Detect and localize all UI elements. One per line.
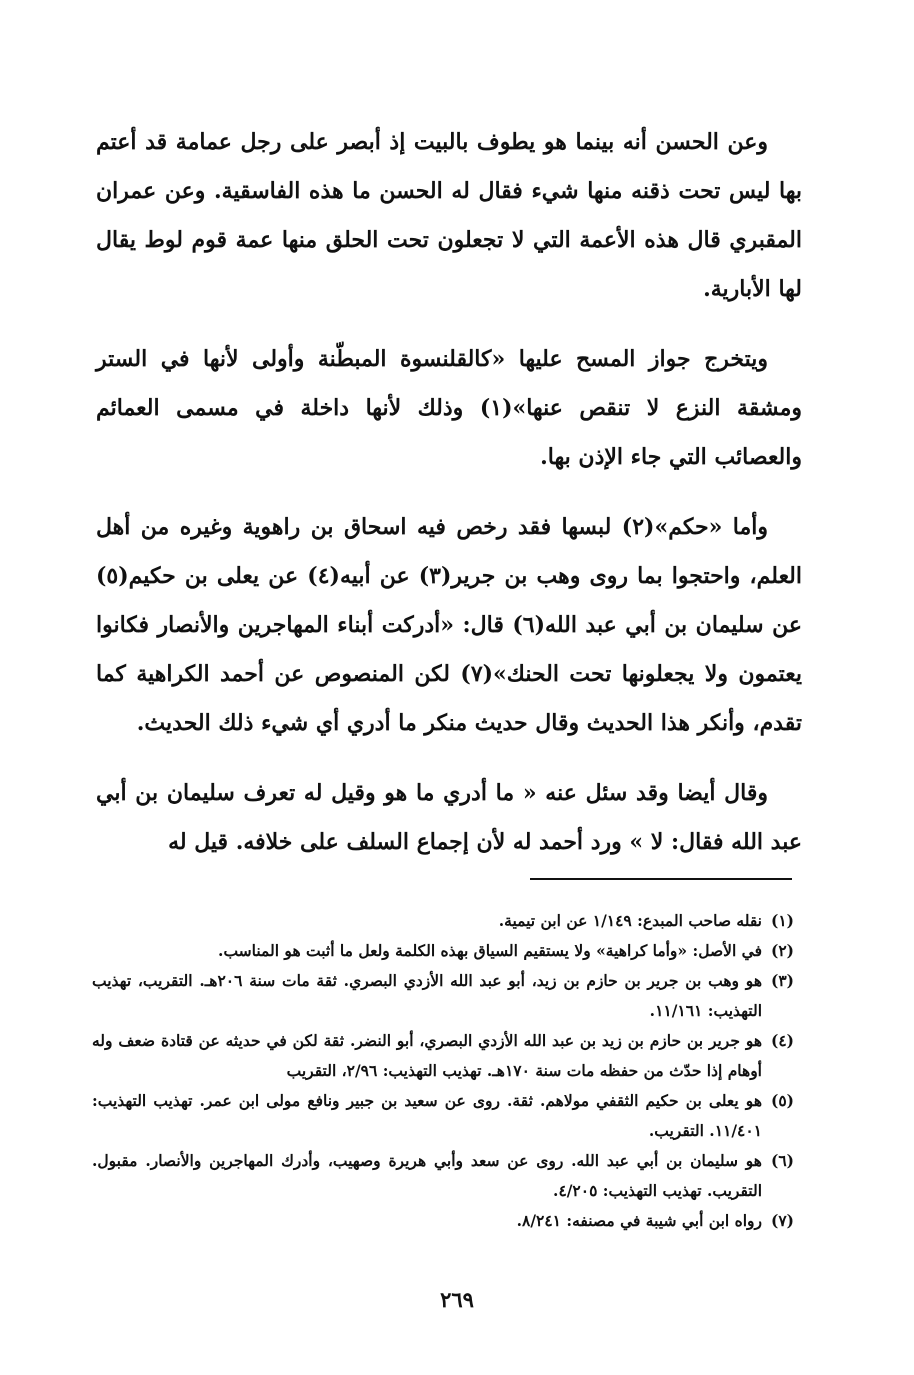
- footnote-1: [92, 906, 794, 936]
- footnote-7: [92, 1206, 794, 1236]
- page-number: ٢٦٩: [440, 1287, 474, 1312]
- footnote-text: نقله صاحب المبدع: ١/١٤٩ عن ابن تيمية.: [498, 911, 762, 930]
- paragraph-1: وعن الحسن أنه بينما هو يطوف بالبيت إذ أبصر على رجل عمامة قد أعتم بها ليس تحت ذقنه منها شيء فقال له الحسن ما هذه الفاسقية. وعن عمران المقبري قال هذه الأعمة التي لا تجعلون تحت الحلق منها عمة قوم لوط يقال لها الأبارية.: [96, 129, 802, 302]
- footnote-3: [92, 966, 794, 1026]
- footnote-4: [92, 1026, 794, 1086]
- paragraph-2: ويتخرج جواز المسح عليها «كالقلنسوة المبطّنة وأولى لأنها في الستر ومشقة النزع لا تنقص عنها»(١) وذلك لأنها داخلة في مسمى العمائم والعصائب التي جاء الإذن بها.: [96, 346, 802, 470]
- footnote-5: [92, 1086, 794, 1146]
- footnote-text: هو يعلى بن حكيم الثقفي مولاهم. ثقة. روى عن سعيد بن جبير ونافع مولى ابن عمر. تهذيب التهذيب: ١١/٤٠١. التقريب.: [92, 1091, 762, 1140]
- footnote-text: هو وهب بن جرير بن حازم بن زيد، أبو عبد الله الأزدي البصري. ثقة مات سنة ٢٠٦هـ. التقريب، تهذيب التهذيب: ١١/١٦١.: [92, 971, 762, 1020]
- footnote-number: (٤): [770, 1031, 794, 1050]
- footnote-number: (٣): [770, 971, 794, 990]
- footnote-text: هو جرير بن حازم بن زيد بن عبد الله الأزدي البصري، أبو النضر. ثقة لكن في حديثه عن قتادة ضعف وله أوهام إذا حدّث من حفظه مات سنة ١٧٠هـ. تهذيب التهذيب: ٢/٩٦، التقريب: [92, 1031, 762, 1080]
- footnote-2: [92, 936, 794, 966]
- footnote-6: [92, 1146, 794, 1206]
- footnote-separator: [530, 878, 792, 880]
- footnotes: [92, 906, 794, 1236]
- footnote-number: (٧): [770, 1211, 794, 1230]
- paragraph-4: وقال أيضا وقد سئل عنه « ما أدري ما هو وقيل له تعرف سليمان بن أبي عبد الله فقال: لا » ورد أحمد له لأن إجماع السلف على خلافه. قيل له: [96, 780, 802, 855]
- footnote-number: (١): [770, 911, 794, 930]
- footnote-number: (٥): [770, 1091, 794, 1110]
- main-text: [96, 118, 802, 867]
- footnote-text: هو سليمان بن أبي عبد الله. روى عن سعد وأبي هريرة وصهيب، وأدرك المهاجرين والأنصار. مقبول. التقريب. تهذيب التهذيب: ٤/٢٠٥.: [92, 1151, 762, 1200]
- paragraph-3: وأما «حكم»(٢) لبسها فقد رخص فيه اسحاق بن راهوية وغيره من أهل العلم، واحتجوا بما روى وهب بن جرير(٣) عن أبيه(٤) عن يعلى بن حكيم(٥) عن سليمان بن أبي عبد الله(٦) قال: «أدركت أبناء المهاجرين والأنصار فكانوا يعتمون ولا يجعلونها تحت الحنك»(٧) لكن المنصوص عن أحمد الكراهية كما تقدم، وأنكر هذا الحديث وقال حديث منكر ما أدري أي شيء ذلك الحديث.: [96, 514, 802, 736]
- footnote-text: رواه ابن أبي شيبة في مصنفه: ٨/٢٤١.: [516, 1211, 762, 1230]
- footnote-text: في الأصل: «وأما كراهية» ولا يستقيم السياق بهذه الكلمة ولعل ما أثبت هو المناسب.: [218, 941, 762, 960]
- footnote-number: (٦): [770, 1151, 794, 1170]
- footnote-number: (٢): [770, 941, 794, 960]
